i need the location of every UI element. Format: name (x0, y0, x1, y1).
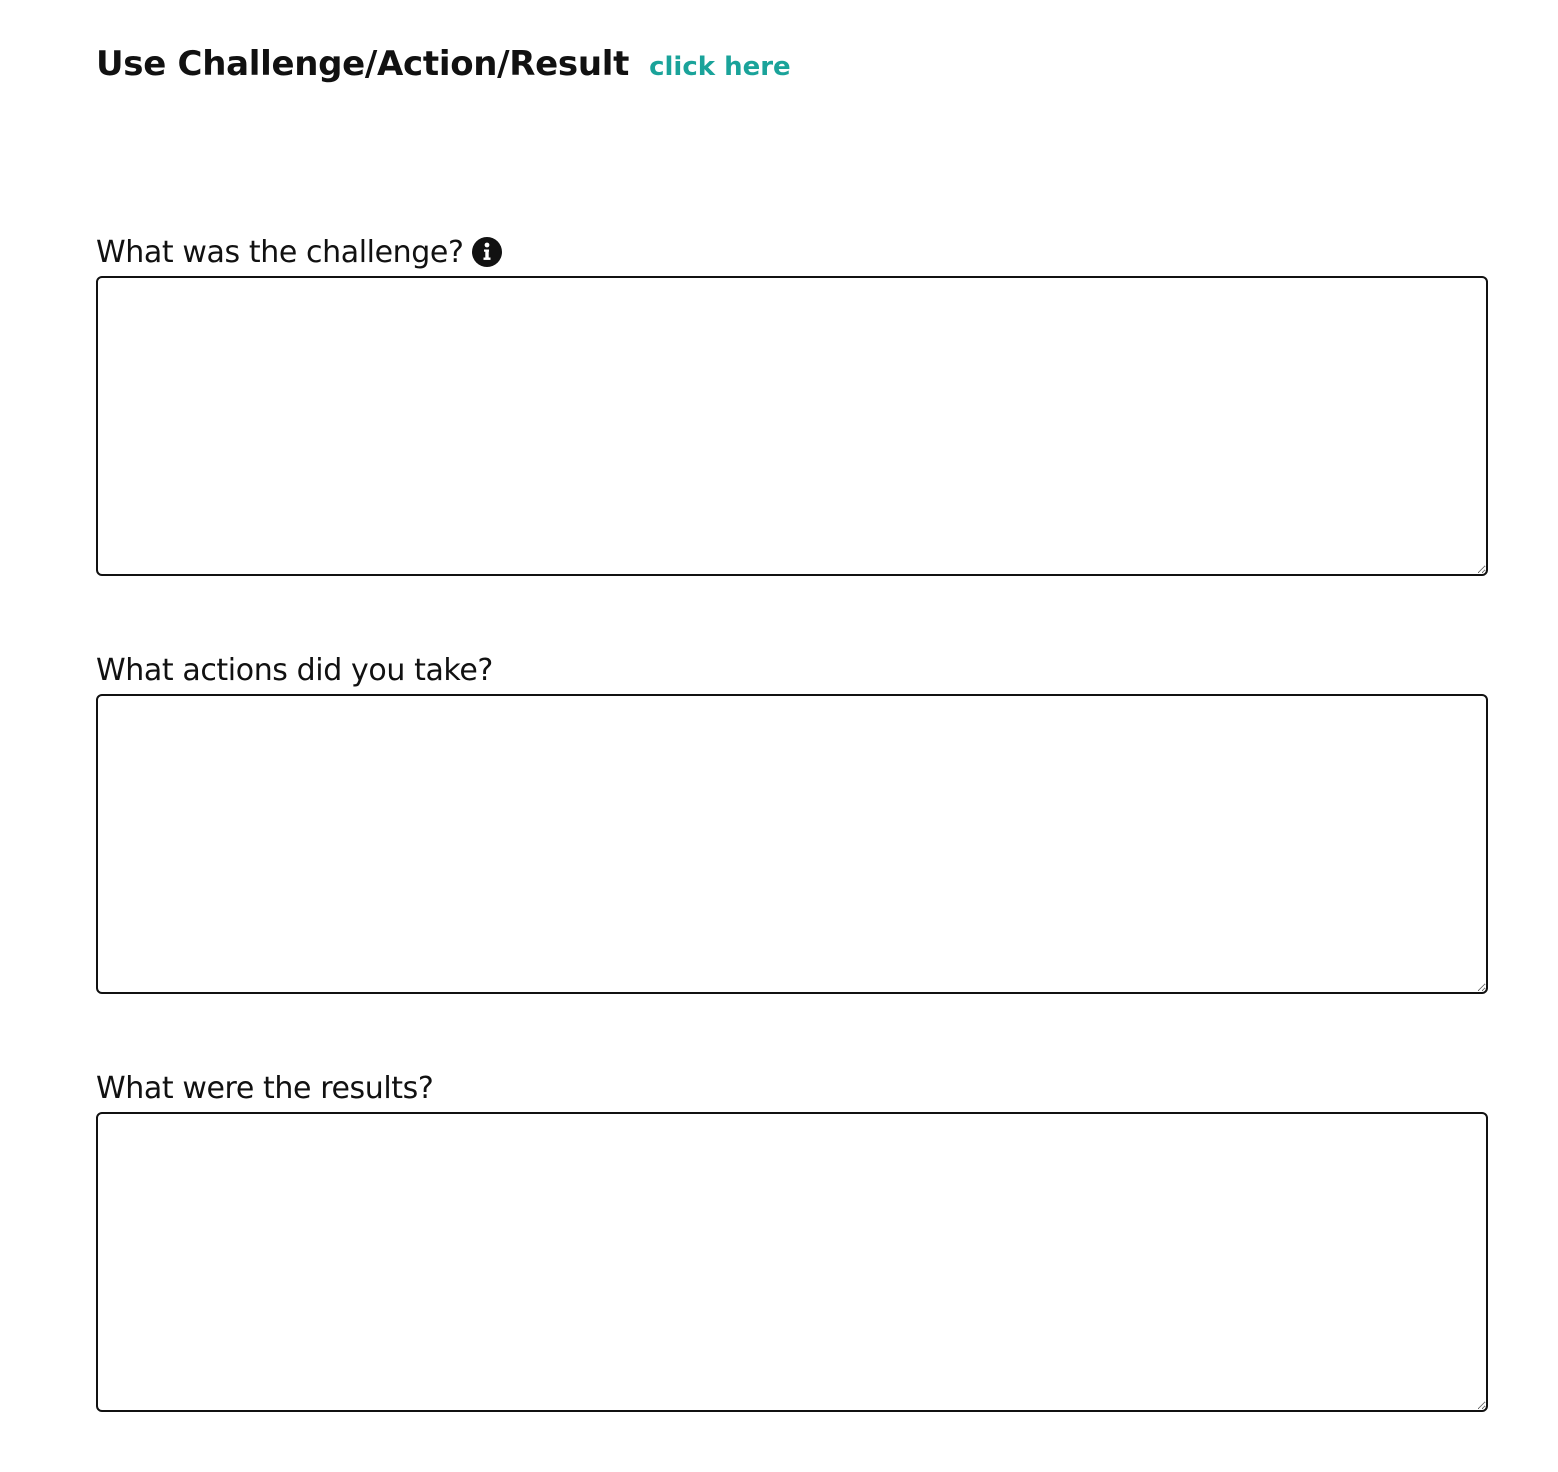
actions-label: What actions did you take? (96, 652, 493, 688)
actions-label-row (96, 650, 1488, 690)
info-icon[interactable] (471, 236, 503, 268)
results-label-row (96, 1068, 1488, 1108)
results-field-group (96, 1068, 1488, 1412)
form-header (96, 44, 791, 84)
form-title: Use Challenge/Action/Result (96, 44, 630, 84)
challenge-label: What was the challenge? (96, 234, 464, 270)
challenge-field-group (96, 232, 1488, 576)
results-textarea[interactable] (96, 1112, 1488, 1412)
actions-textarea[interactable] (96, 694, 1488, 994)
results-label: What were the results? (96, 1070, 434, 1106)
actions-field-group (96, 650, 1488, 994)
challenge-label-row (96, 232, 1488, 272)
click-here-link[interactable]: click here (649, 52, 791, 82)
challenge-textarea[interactable] (96, 276, 1488, 576)
